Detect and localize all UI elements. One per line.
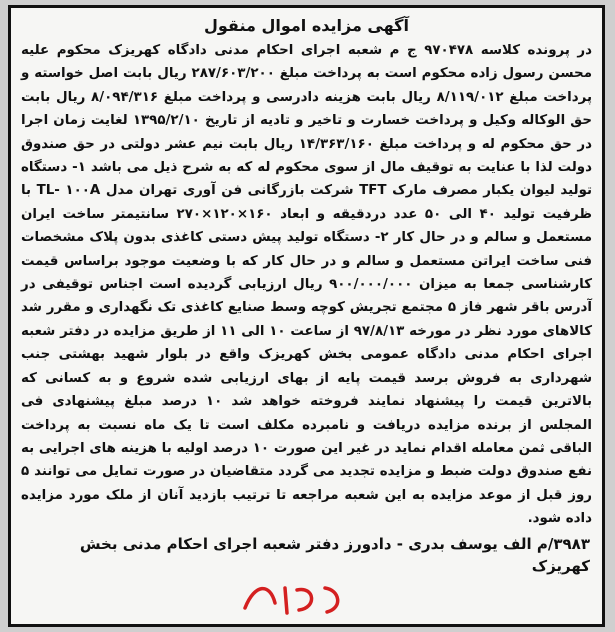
auction-notice (8, 5, 605, 627)
notice-footer: ۳۹۸۳/م الف یوسف بدری - دادورز دفتر شعبه اجرای احکام مدنی بخش کهریزک (79, 534, 590, 575)
notice-title: آگهی مزایده اموال منقول (204, 16, 409, 35)
notice-body: در پرونده کلاسه ۹۷۰۴۷۸ ج م شعبه اجرای احکام مدنی دادگاه کهریزک محکوم علیه محسن رسول زاده محکوم است به پرداخت مبلغ ۲۸۷/۶۰۳/۲۰۰ ریال بابت اصل خواسته و پرداخت مبلغ ۸/۱۱۹/۰۱۲ ریال بابت هزینه دادرسی و پرداخت مبلغ ۸/۰۹۴/۳۱۶ ریال بابت حق الوکاله وکیل و پرداخت خسارت و تاخیر و تادیه از تاریخ ۱۳۹۵/۲/۱۰ لغایت زمان اجرا در حق محکوم له و پرداخت مبلغ ۱۴/۳۶۳/۱۶۰ ریال بابت نیم عشر دولتی در حق صندوق دولت لذا با عنایت به توقیف مال از سوی محکوم له که به شرح ذیل می باشد ۱- دستگاه تولید لیوان یکبار مصرف مارک TFT شرکت بازرگانی فن آوری تهران مدل TL- ۱۰۰A با ظرفیت تولید ۴۰ الی ۵۰ عدد دردقیقه و ابعاد ۱۶۰×۱۲۰×۲۷۰ سانتیمتر ساخت ایران مستعمل و سالم و در حال کار ۲- دستگاه تولید پیش دستی کاغذی بدون پلاک مشخصات فنی ساخت ایراتن مستعمل و سالم و در حال کار که با وضعیت موجود براساس قیمت کارشناسی جمعا به میزان ۹۰۰/۰۰۰/۰۰۰ ریال ارزیابی گردیده است اجناس توقیفی در آدرس باقر شهر فاز ۵ مجتمع تجریش کوچه وسط صنایع کاغذی تک نگهداری و مقرر شد کالاهای مورد نظر در مورخه ۹۷/۸/۱۳ از ساعت ۱۰ الی ۱۱ از طریق مزایده در دفتر شعبه اجرای احکام مدنی دادگاه عمومی بخش کهریزک واقع در بلوار شهید بهشتی جنب شهرداری به فروش برسد قیمت پایه از بهای ارزیابی شده شروع و به کسانی که بالاترین قیمت را پیشنهاد نمایند فروخته خواهد شد ۱۰ درصد مبلغ پیشنهادی فی المجلس از برنده مزایده دریافت و نامبرده مکلف است تا یک ماه نسبت به پرداخت الباقی ثمن معامله اقدام نماید در غیر این صورت ۱۰ درصد اولیه با هزینه های اجرایی به نفع صندوق دولت ضبط و مزایده تجدید می گردد متقاضیان در صورت تمایل می توانند ۵ روز قبل از موعد مزایده به این شعبه مراجعه تا ترتیب بازدید آنان از ملک مورد مزایده داده شود. (21, 43, 593, 527)
